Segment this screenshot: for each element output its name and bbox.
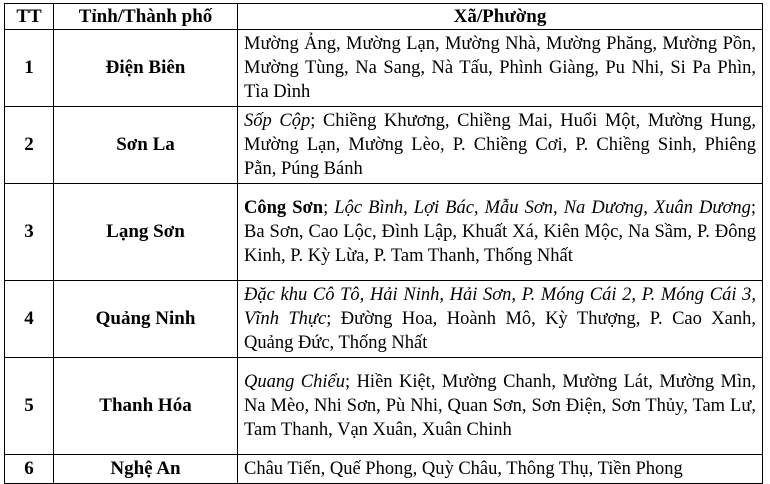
ward-list <box>238 455 763 484</box>
ward-segment: ; Chiềng Khương, Chiềng Mai, Huổi Một, Mường Hung, Mường Lạn, Mường Lèo, P. Chiềng Cơi, P. Chiềng Sinh, Phiêng Pằn, Púng Bánh <box>244 111 757 179</box>
province-name: Nghệ An <box>54 455 238 484</box>
province-name: Quảng Ninh <box>54 281 238 358</box>
province-name: Thanh Hóa <box>54 358 238 455</box>
province-name: Sơn La <box>54 107 238 184</box>
ward-list <box>238 281 763 358</box>
province-name: Điện Biên <box>54 30 238 107</box>
header-row <box>5 4 763 30</box>
ward-segment: Lộc Bình, Lợi Bác, Mẫu Sơn, Na Dương, Xuân Dương <box>334 198 751 218</box>
ward-segment: ; <box>323 198 335 218</box>
row-number: 5 <box>5 358 54 455</box>
table-row <box>5 455 763 484</box>
row-number: 2 <box>5 107 54 184</box>
header-province: Tỉnh/Thành phố <box>54 4 238 30</box>
ward-segment: ; Hiền Kiệt, Mường Chanh, Mường Lát, Mường Mìn, Na Mèo, Nhi Sơn, Pù Nhi, Quan Sơn, Sơn Điện, Sơn Thủy, Tam Lư, Tam Thanh, Vạn Xuân, Xuân Chinh <box>244 372 756 440</box>
row-number: 4 <box>5 281 54 358</box>
ward-list <box>238 358 763 455</box>
ward-segment: Châu Tiến, Quế Phong, Quỳ Châu, Thông Thụ, Tiền Phong <box>244 459 683 479</box>
wards-table <box>4 3 763 484</box>
ward-list <box>238 30 763 107</box>
header-wards: Xã/Phường <box>238 4 763 30</box>
header-tt: TT <box>5 4 54 30</box>
table-row <box>5 281 763 358</box>
ward-segment: ; Ba Sơn, Cao Lộc, Đình Lập, Khuất Xá, Kiên Mộc, Na Sầm, P. Đông Kinh, P. Kỳ Lừa, P. Tam Thanh, Thống Nhất <box>244 198 757 266</box>
row-number: 3 <box>5 184 54 281</box>
table-row <box>5 184 763 281</box>
ward-segment: Công Sơn <box>244 198 324 218</box>
table-row <box>5 358 763 455</box>
ward-segment: Mường Ảng, Mường Lạn, Mường Nhà, Mường Phăng, Mường Pồn, Mường Tùng, Na Sang, Nà Tấu, Phình Giàng, Pu Nhi, Si Pa Phìn, Tìa Dình <box>244 34 756 102</box>
table-row <box>5 107 763 184</box>
ward-segment: ; Đường Hoa, Hoành Mô, Kỳ Thượng, P. Cao Xanh, Quảng Đức, Thống Nhất <box>244 309 756 353</box>
province-name: Lạng Sơn <box>54 184 238 281</box>
row-number: 1 <box>5 30 54 107</box>
ward-segment: Đặc khu Cô Tô, Hải Ninh, Hải Sơn, P. Móng Cái 2, P. Móng Cái 3, Vĩnh Thực <box>244 285 756 329</box>
row-number: 6 <box>5 455 54 484</box>
ward-list <box>238 184 763 281</box>
table-row <box>5 30 763 107</box>
ward-segment: Quang Chiểu <box>244 372 345 392</box>
ward-list <box>238 107 763 184</box>
ward-segment: Sốp Cộp <box>244 111 311 131</box>
